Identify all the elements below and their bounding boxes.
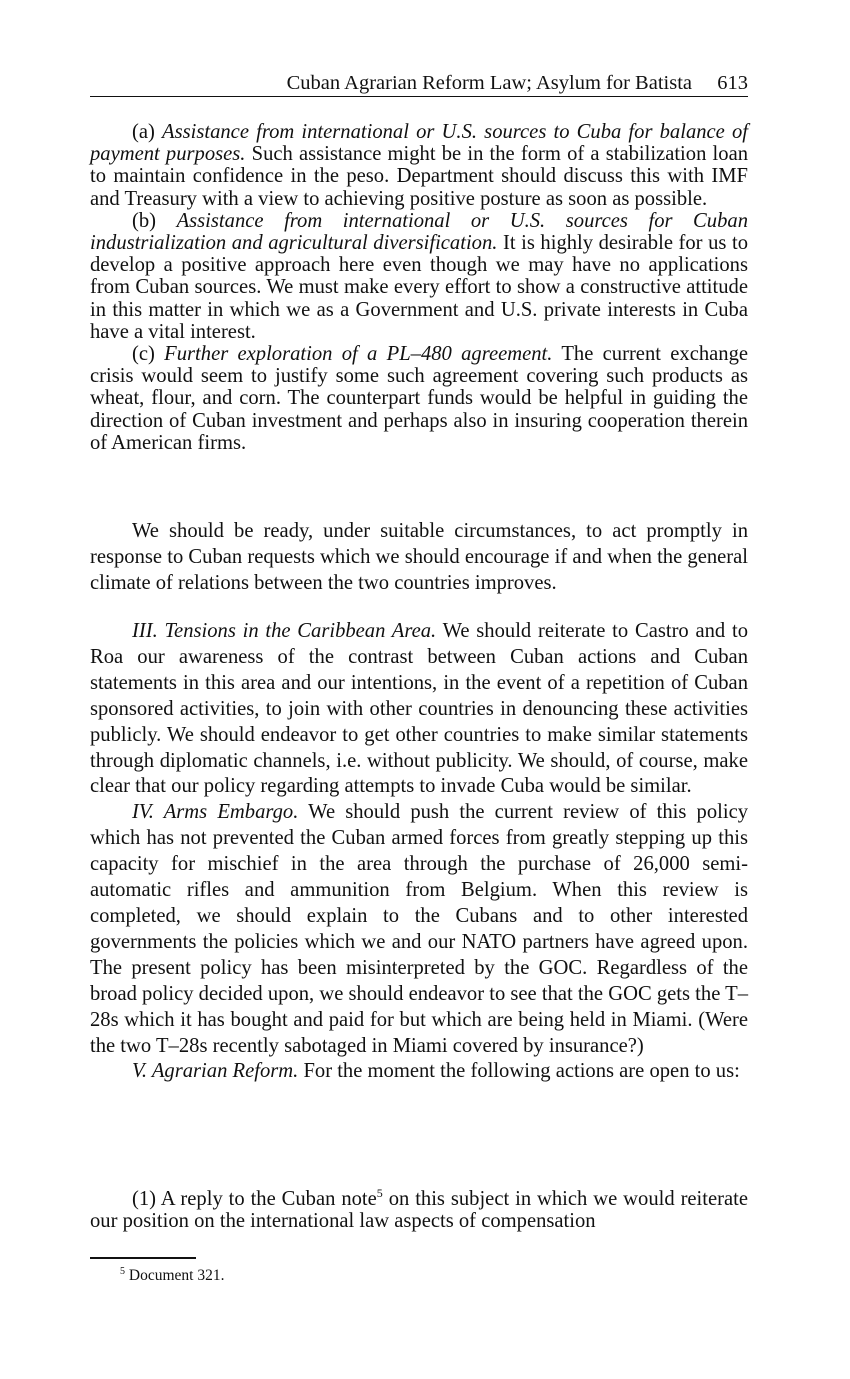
- item-1-block: [90, 1188, 748, 1232]
- recommendation-list: [90, 121, 748, 454]
- sections-block: [90, 619, 748, 1085]
- item-a-label: (a): [132, 121, 155, 143]
- item-b-text: It is highly desirable for us to develop a positive approach here even though we may have no applications from Cuban sources. We must make every effort to show a constructive attitude in this matter in which we as a Government and U.S. private interests in Cuba have a vital interest.: [90, 232, 748, 343]
- item-a-paragraph: [90, 121, 748, 210]
- section-5-title: V. Agrarian Reform.: [132, 1060, 299, 1083]
- page-number: 613: [717, 72, 748, 94]
- item-b-label: (b): [132, 209, 157, 232]
- item-b-title: Assistance from international or U.S. sources for Cuban industrialization and agricultural diversification.: [90, 209, 748, 255]
- item-1-paragraph: [90, 1188, 748, 1232]
- section-3-paragraph: [90, 619, 748, 800]
- section-3-text: We should reiterate to Castro and to Roa our awareness of the contrast between Cuban actions and Cuban statements in this area and our intentions, in the event of a repetition of Cuban sponsored activities, to join with other countries in denouncing these activities publicly. We should endeavor to get other countries to make similar statements through diplomatic channels, i.e. without publicity. We should, of course, make clear that our policy regarding attempts to invade Cuba would be similar.: [90, 620, 749, 798]
- footnote-marker: 5: [120, 1265, 125, 1277]
- footnote-5: [120, 1266, 224, 1286]
- item-c-paragraph: [90, 343, 748, 454]
- footnote-text: Document 321.: [125, 1267, 225, 1284]
- ready-paragraph: We should be ready, under suitable circumstances, to act promptly in response to Cuban requests which we should encourage if and when the general climate of relations between the two countries improves.: [90, 520, 748, 594]
- footnote-reference-5[interactable]: 5: [376, 1186, 383, 1201]
- section-4-paragraph: [90, 800, 748, 1059]
- section-5-text: For the moment the following actions are open to us:: [298, 1060, 740, 1083]
- item-c-title: Further exploration of a PL–480 agreement.: [164, 343, 553, 366]
- section-5-paragraph: [90, 1059, 748, 1085]
- ready-paragraph-block: [90, 519, 748, 597]
- running-head: [90, 70, 748, 97]
- item-a-text: Such assistance might be in the form of a stabilization loan to maintain confidence in the peso. Department should discuss this with IMF and Treasury with a view to achieving positive posture as soon as possible.: [90, 143, 749, 210]
- item-a-title: Assistance from international or U.S. sources to Cuba for balance of payment purposes.: [90, 121, 748, 166]
- item-c-label: (c): [132, 343, 155, 366]
- running-head-title: Cuban Agrarian Reform Law; Asylum for Batista: [286, 72, 692, 94]
- section-3-title: III. Tensions in the Caribbean Area.: [132, 620, 437, 642]
- section-4-title: IV. Arms Embargo.: [132, 801, 299, 824]
- footnote-divider: [90, 1257, 196, 1259]
- item-1-text-after: on this subject in which we would reiterate our position on the international law aspects of compensation: [90, 1188, 749, 1233]
- section-4-text: We should push the current review of this policy which has not prevented the Cuban armed forces from greatly stepping up this capacity for mischief in the area through the purchase of 26,000 semi-automatic rifles and ammunition from Belgium. When this review is completed, we should explain to the Cubans and to other interested governments the policies which we and our NATO partners have agreed upon. The present policy has been misinterpreted by the GOC. Regardless of the broad policy decided upon, we should endeavor to see that the GOC gets the T–28s which it has bought and paid for but which are being held in Miami. (Were the two T–28s recently sabotaged in Miami covered by insurance?): [90, 801, 749, 1057]
- item-b-paragraph: [90, 210, 748, 343]
- item-c-text: The current exchange crisis would seem to justify some such agreement covering such products as wheat, flour, and corn. The counterpart funds would be helpful in guiding the direction of Cuban investment and perhaps also in insuring cooperation therein of American firms.: [90, 343, 749, 454]
- item-1-text-before: (1) A reply to the Cuban note: [132, 1188, 377, 1210]
